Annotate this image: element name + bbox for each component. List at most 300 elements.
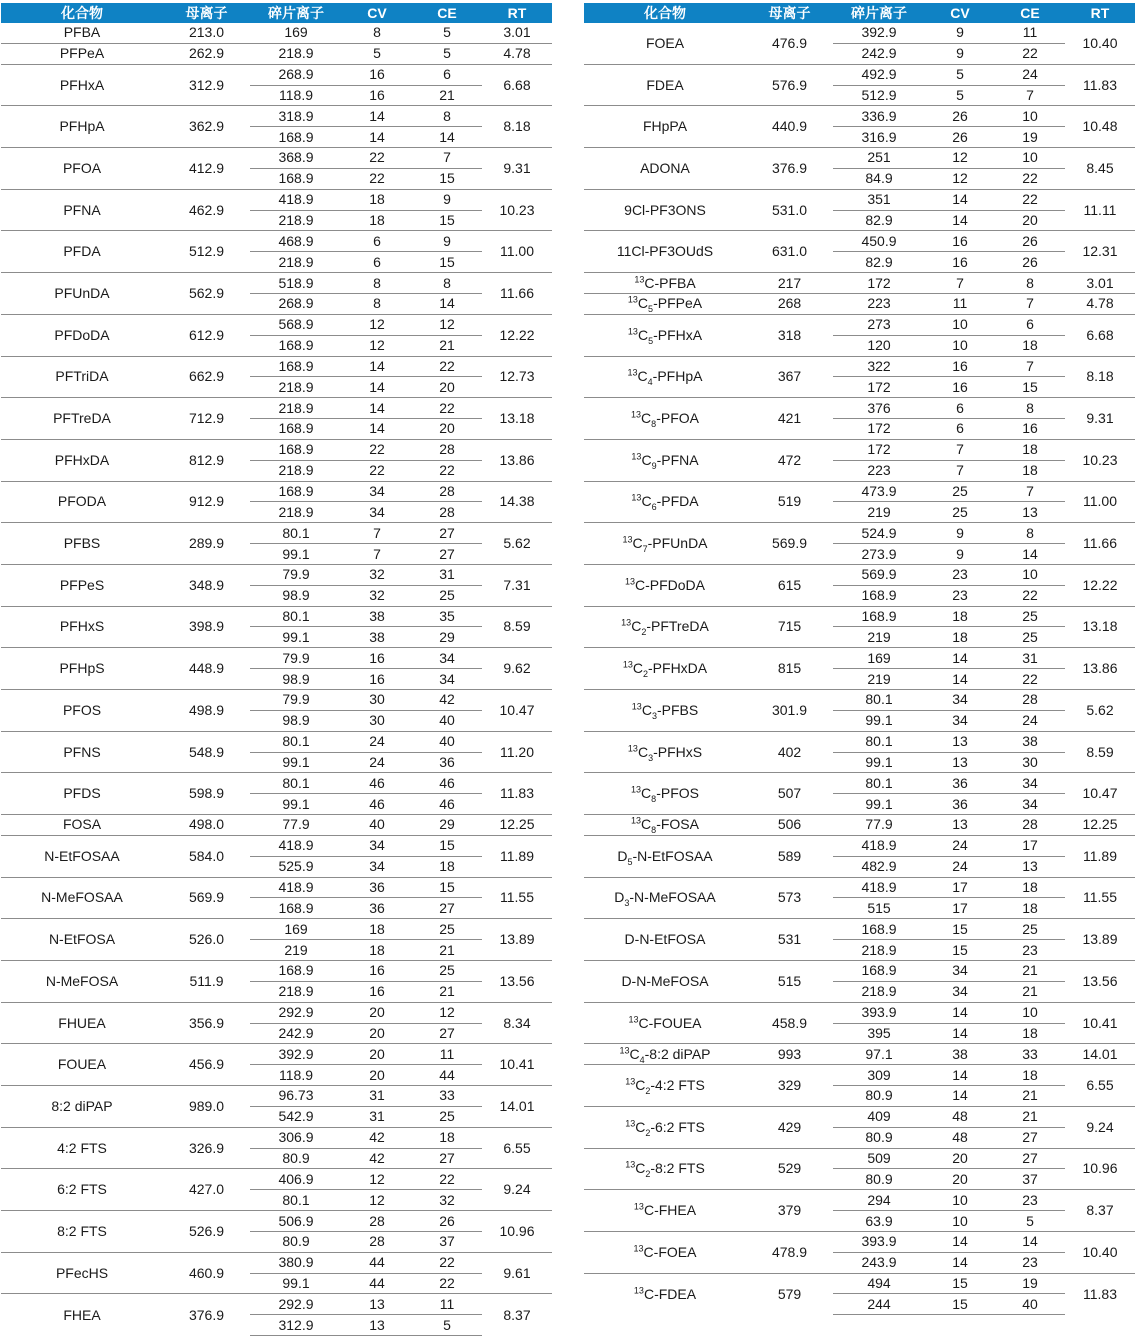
ce-value: 27 (412, 1023, 482, 1044)
cv-value: 32 (342, 564, 412, 585)
fragment-ion: 80.9 (250, 1231, 342, 1252)
cv-value: 12 (342, 335, 412, 356)
cv-value: 20 (342, 1044, 412, 1065)
parent-ion: 217 (746, 273, 833, 294)
isotope-mass: 13 (631, 409, 642, 420)
compound-row (584, 1106, 1135, 1127)
isotope-mass: 13 (633, 1201, 644, 1212)
fragment-ion: 172 (833, 439, 925, 460)
retention-time: 10.47 (1065, 773, 1135, 815)
isotope-element: C (635, 1160, 646, 1177)
isotope-element: C (637, 368, 648, 385)
compound-name: N-EtFOSAA (1, 835, 163, 877)
cv-value: 12 (342, 314, 412, 335)
compound-label: -PFBA (654, 274, 696, 291)
cv-value: 28 (342, 1231, 412, 1252)
ce-value: 33 (995, 1044, 1065, 1065)
cv-value: 7 (925, 460, 995, 481)
fragment-ion: 99.1 (250, 794, 342, 815)
compound-row (584, 835, 1135, 856)
header-fragment-ion: 碎片离子 (833, 3, 925, 23)
compound-row (1, 1127, 552, 1148)
compound-row (584, 439, 1135, 460)
fragment-ion: 80.1 (250, 1190, 342, 1211)
parent-ion: 312.9 (163, 64, 250, 106)
cv-value: 10 (925, 335, 995, 356)
fragment-ion: 418.9 (250, 877, 342, 898)
compound-label: -FOSA (656, 816, 699, 833)
compound-name: PFHxS (1, 606, 163, 648)
fragment-ion: 368.9 (250, 148, 342, 169)
cv-value: 6 (925, 398, 995, 419)
compound-name: PFPeS (1, 564, 163, 606)
isotope-element: C (644, 274, 655, 291)
cv-value: 38 (342, 627, 412, 648)
parent-ion: 318 (746, 314, 833, 356)
compound-row (584, 1273, 1135, 1294)
cv-value: 16 (925, 231, 995, 252)
compound-name (584, 1273, 746, 1315)
fragment-ion: 97.1 (833, 1044, 925, 1065)
cv-value: 20 (925, 1148, 995, 1169)
ce-value: 22 (995, 669, 1065, 690)
fragment-ion: 242.9 (833, 43, 925, 64)
fragment-ion: 244 (833, 1294, 925, 1315)
compound-name: FOEA (645, 34, 685, 51)
compound-row (584, 1002, 1135, 1023)
ce-value: 7 (995, 293, 1065, 314)
parent-ion: 329 (746, 1065, 833, 1107)
ce-value: 30 (995, 752, 1065, 773)
retention-time: 4.78 (482, 43, 552, 64)
compound-row (584, 1044, 1135, 1065)
parent-ion: 448.9 (163, 648, 250, 690)
header-cv: CV (342, 3, 412, 23)
isotope-count: 8 (651, 418, 657, 429)
compound-row (584, 398, 1135, 419)
compound-row (1, 356, 552, 377)
ce-value: 22 (412, 1169, 482, 1190)
ce-value: 28 (995, 690, 1065, 711)
compound-name: N-MeFOSAA (1, 877, 163, 919)
fragment-ion: 80.9 (250, 1148, 342, 1169)
isotope-count: 6 (651, 502, 657, 513)
ce-value: 18 (995, 439, 1065, 460)
ce-value: 46 (412, 794, 482, 815)
cv-value: 13 (342, 1315, 412, 1336)
ce-value: 6 (995, 314, 1065, 335)
ce-value: 12 (412, 1002, 482, 1023)
cv-value: 25 (925, 481, 995, 502)
retention-time: 8.18 (1065, 356, 1135, 398)
compound-name (584, 835, 746, 877)
cv-value: 18 (342, 919, 412, 940)
cv-value: 30 (342, 710, 412, 731)
retention-time: 8.37 (1065, 1190, 1135, 1232)
compound-name (584, 1002, 746, 1044)
parent-ion: 989.0 (163, 1086, 250, 1128)
parent-ion: 512.9 (163, 231, 250, 273)
cv-value: 14 (925, 1086, 995, 1107)
cv-value: 18 (342, 189, 412, 210)
compound-name: PFOA (1, 148, 163, 190)
compound-label: -PFBS (656, 701, 699, 718)
retention-time: 11.66 (482, 273, 552, 315)
isotope-element: D (617, 847, 628, 864)
compound-row (1, 835, 552, 856)
ce-value: 5 (443, 24, 451, 41)
compound-row (1, 815, 552, 836)
ce-value: 19 (995, 127, 1065, 148)
cv-value: 36 (925, 794, 995, 815)
fragment-ion: 524.9 (833, 523, 925, 544)
compound-row (584, 919, 1135, 940)
parent-ion: 612.9 (163, 314, 250, 356)
cv-value: 34 (925, 690, 995, 711)
ce-value: 46 (412, 773, 482, 794)
retention-time: 11.00 (1065, 481, 1135, 523)
ce-value: 34 (995, 794, 1065, 815)
compound-row (1, 481, 552, 502)
compound-row (1, 1086, 552, 1107)
header-ce: CE (412, 3, 482, 23)
parent-ion: 376.9 (163, 1294, 250, 1336)
retention-time: 10.48 (1065, 106, 1135, 148)
compound-name (584, 398, 746, 440)
parent-ion: 458.9 (746, 1002, 833, 1044)
cv-value: 18 (342, 210, 412, 231)
cv-value: 15 (925, 1273, 995, 1294)
compound-label: -FHEA (654, 1202, 697, 1219)
ce-value: 25 (995, 606, 1065, 627)
retention-time: 13.86 (1065, 648, 1135, 690)
fragment-ion: 219 (833, 502, 925, 523)
retention-time: 6.55 (482, 1127, 552, 1169)
fragment-ion: 242.9 (250, 1023, 342, 1044)
fragment-ion: 219 (250, 940, 342, 961)
compound-name: PFHxDA (1, 439, 163, 481)
cv-value: 34 (342, 835, 412, 856)
compound-name: 8:2 diPAP (1, 1086, 163, 1128)
isotope-count: 2 (645, 1169, 651, 1180)
fragment-ion: 99.1 (250, 544, 342, 565)
cv-value: 13 (342, 1294, 412, 1315)
isotope-count: 3 (624, 898, 630, 909)
cv-value: 34 (342, 481, 412, 502)
ce-value: 40 (995, 1294, 1065, 1315)
cv-value: 48 (925, 1106, 995, 1127)
cv-value: 16 (925, 356, 995, 377)
ce-value: 8 (995, 523, 1065, 544)
parent-ion: 576.9 (746, 64, 833, 106)
cv-value: 14 (342, 127, 412, 148)
parent-ion: 598.9 (163, 773, 250, 815)
cv-value: 9 (925, 523, 995, 544)
fragment-ion: 218.9 (833, 940, 925, 961)
fragment-ion: 268.9 (250, 64, 342, 85)
compound-name: PFUnDA (1, 273, 163, 315)
fragment-ion: 392.9 (861, 24, 897, 41)
parent-ion: 526.0 (163, 919, 250, 961)
cv-value: 16 (342, 648, 412, 669)
retention-time: 11.83 (482, 773, 552, 815)
cv-value: 44 (342, 1273, 412, 1294)
parent-ion: 993 (746, 1044, 833, 1065)
fragment-ion: 82.9 (833, 210, 925, 231)
compound-name: 8:2 FTS (1, 1211, 163, 1253)
header-row (1, 3, 552, 23)
isotope-mass: 13 (627, 742, 638, 753)
isotope-element: C (632, 660, 643, 677)
fragment-ion: 172 (833, 377, 925, 398)
cv-value: 17 (925, 877, 995, 898)
isotope-mass: 13 (631, 784, 642, 795)
compound-row (1, 439, 552, 460)
parent-ion: 507 (746, 773, 833, 815)
retention-time: 6.55 (1065, 1065, 1135, 1107)
cv-value: 14 (925, 1023, 995, 1044)
fragment-ion: 218.9 (250, 981, 342, 1002)
fragment-ion: 468.9 (250, 231, 342, 252)
retention-time: 11.11 (1065, 189, 1135, 231)
retention-time: 14.01 (482, 1086, 552, 1128)
cv-value: 14 (925, 210, 995, 231)
retention-time: 12.22 (1065, 564, 1135, 606)
cv-value: 10 (925, 1190, 995, 1211)
compound-label: -PFHxDA (648, 660, 708, 677)
cv-value: 13 (925, 731, 995, 752)
isotope-element: C (641, 493, 652, 510)
compound-row (584, 960, 1135, 981)
retention-time: 8.59 (1065, 731, 1135, 773)
fragment-ion: 98.9 (250, 710, 342, 731)
isotope-mass: 13 (625, 1118, 636, 1129)
compound-name: PFHpS (1, 648, 163, 690)
fragment-ion: 168.9 (250, 356, 342, 377)
fragment-ion: 418.9 (250, 189, 342, 210)
ce-value: 34 (412, 669, 482, 690)
fragment-ion: 98.9 (250, 669, 342, 690)
cv-value: 16 (925, 252, 995, 273)
ce-value: 15 (412, 877, 482, 898)
ce-value: 17 (995, 835, 1065, 856)
compound-row (584, 293, 1135, 314)
parent-ion: 289.9 (163, 523, 250, 565)
isotope-element: C (629, 1045, 640, 1062)
ce-value: 29 (412, 627, 482, 648)
fragment-ion: 409 (833, 1106, 925, 1127)
retention-time: 11.55 (482, 877, 552, 919)
retention-time: 10.41 (1065, 1002, 1135, 1044)
ce-value: 27 (412, 544, 482, 565)
compound-name: D-N-EtFOSA (584, 919, 746, 961)
fragment-ion: 292.9 (250, 1002, 342, 1023)
parent-ion: 498.0 (163, 815, 250, 836)
ce-value: 40 (412, 731, 482, 752)
parent-ion: 531 (746, 919, 833, 961)
parent-ion: 715 (746, 606, 833, 648)
header-parent-ion: 母离子 (163, 3, 250, 23)
ce-value: 22 (412, 356, 482, 377)
ce-value: 21 (412, 85, 482, 106)
compound-row (1, 106, 552, 127)
cv-value: 22 (342, 148, 412, 169)
retention-time: 10.96 (482, 1211, 552, 1253)
compound-name: N-MeFOSA (1, 960, 163, 1002)
compound-row (1, 919, 552, 940)
retention-time: 11.89 (482, 835, 552, 877)
compound-row (584, 606, 1135, 627)
ce-value: 11 (412, 1044, 482, 1065)
parent-ion: 478.9 (746, 1231, 833, 1273)
parent-ion: 476.9 (771, 34, 808, 51)
compound-row (584, 1065, 1135, 1086)
isotope-count: 8 (651, 825, 657, 836)
cv-value: 14 (342, 106, 412, 127)
ce-value: 21 (412, 981, 482, 1002)
ce-value: 12 (412, 314, 482, 335)
isotope-element: C (637, 326, 649, 343)
cv-value: 8 (342, 273, 412, 294)
cv-value: 20 (342, 1065, 412, 1086)
cv-value: 12 (342, 1169, 412, 1190)
cv-value: 6 (342, 252, 412, 273)
isotope-element: C (641, 816, 652, 833)
compound-name: PFOS (1, 690, 163, 732)
fragment-ion: 506.9 (250, 1211, 342, 1232)
compound-name (584, 1231, 746, 1273)
compound-name: 6:2 FTS (1, 1169, 163, 1211)
isotope-element: C (643, 1285, 655, 1302)
compound-row (1, 64, 552, 85)
compound-label: -PFUnDA (647, 535, 708, 552)
compound-row (1, 23, 552, 43)
compound-label: -N-EtFOSAA (632, 847, 713, 864)
compound-label: -N-MeFOSAA (629, 889, 716, 906)
cv-value: 23 (925, 564, 995, 585)
ce-value: 28 (412, 439, 482, 460)
parent-ion: 511.9 (163, 960, 250, 1002)
ce-value: 22 (412, 1252, 482, 1273)
retention-time: 10.23 (482, 189, 552, 231)
compound-name (584, 815, 746, 836)
fragment-ion: 306.9 (250, 1127, 342, 1148)
ce-value: 25 (412, 919, 482, 940)
retention-time: 5.62 (482, 523, 552, 565)
cv-value: 20 (925, 1169, 995, 1190)
compound-row (584, 815, 1135, 836)
parent-ion: 615 (746, 564, 833, 606)
isotope-count: 4 (647, 377, 653, 388)
compound-row (1, 189, 552, 210)
compound-row (584, 1231, 1135, 1252)
compound-row (1, 648, 552, 669)
isotope-mass: 13 (633, 1243, 644, 1254)
cv-value: 7 (925, 439, 995, 460)
ce-value: 23 (995, 1190, 1065, 1211)
compound-name (584, 1106, 746, 1148)
retention-time: 12.73 (482, 356, 552, 398)
ce-value: 15 (412, 835, 482, 856)
cv-value: 8 (373, 24, 381, 41)
ce-value: 10 (995, 148, 1065, 169)
retention-time: 13.56 (1065, 960, 1135, 1002)
retention-time: 8.59 (482, 606, 552, 648)
isotope-count: 3 (648, 752, 654, 763)
ce-value: 16 (995, 419, 1065, 440)
header-row (584, 3, 1135, 23)
compound-name (584, 273, 746, 294)
fragment-ion: 273 (833, 314, 925, 335)
isotope-mass: 13 (621, 617, 632, 628)
compound-label: -PFTreDA (646, 618, 709, 635)
ce-value: 24 (995, 64, 1065, 85)
retention-time: 13.89 (1065, 919, 1135, 961)
compound-row (1, 960, 552, 981)
fragment-ion: 218.9 (250, 460, 342, 481)
ce-value: 38 (995, 731, 1065, 752)
retention-time: 9.31 (482, 148, 552, 190)
compound-row (1, 1294, 552, 1315)
compound-row (584, 23, 1135, 43)
cv-value: 14 (925, 1002, 995, 1023)
isotope-mass: 13 (619, 1045, 630, 1056)
compound-name (584, 564, 746, 606)
compound-row (1, 1252, 552, 1273)
compound-name (584, 1190, 746, 1232)
fragment-ion: 418.9 (833, 877, 925, 898)
parent-ion: 268 (746, 293, 833, 314)
ce-value: 22 (412, 398, 482, 419)
ce-value: 22 (995, 168, 1065, 189)
ce-value: 27 (995, 1148, 1065, 1169)
retention-time: 13.89 (482, 919, 552, 961)
fragment-ion: 168.9 (250, 898, 342, 919)
compound-row (1, 1044, 552, 1065)
retention-time: 8.18 (482, 106, 552, 148)
fragment-ion: 219 (833, 627, 925, 648)
isotope-element: C (637, 295, 649, 312)
isotope-count: 5 (648, 335, 654, 346)
parent-ion: 427.0 (163, 1169, 250, 1211)
parent-ion: 402 (746, 731, 833, 773)
fragment-ion: 99.1 (250, 752, 342, 773)
isotope-count: 5 (648, 304, 654, 315)
ce-value: 34 (995, 773, 1065, 794)
parent-ion: 573 (746, 877, 833, 919)
compound-row (584, 564, 1135, 585)
cv-value: 17 (925, 898, 995, 919)
cv-value: 22 (342, 460, 412, 481)
ce-value: 37 (995, 1169, 1065, 1190)
ce-value: 37 (412, 1231, 482, 1252)
cv-value: 20 (342, 1023, 412, 1044)
fragment-ion: 393.9 (833, 1002, 925, 1023)
isotope-count: 5 (627, 856, 633, 867)
fragment-ion: 99.1 (250, 1273, 342, 1294)
ce-value: 42 (412, 690, 482, 711)
fragment-ion: 77.9 (833, 815, 925, 836)
cv-value: 12 (342, 1190, 412, 1211)
compound-label: -PFDA (656, 493, 699, 510)
fragment-ion: 273.9 (833, 544, 925, 565)
compound-name (584, 439, 746, 481)
compound-name: PFDoDA (1, 314, 163, 356)
retention-time: 11.00 (482, 231, 552, 273)
parent-ion: 569.9 (746, 523, 833, 565)
compound-name: FDEA (584, 64, 746, 106)
header-compound: 化合物 (584, 3, 746, 23)
